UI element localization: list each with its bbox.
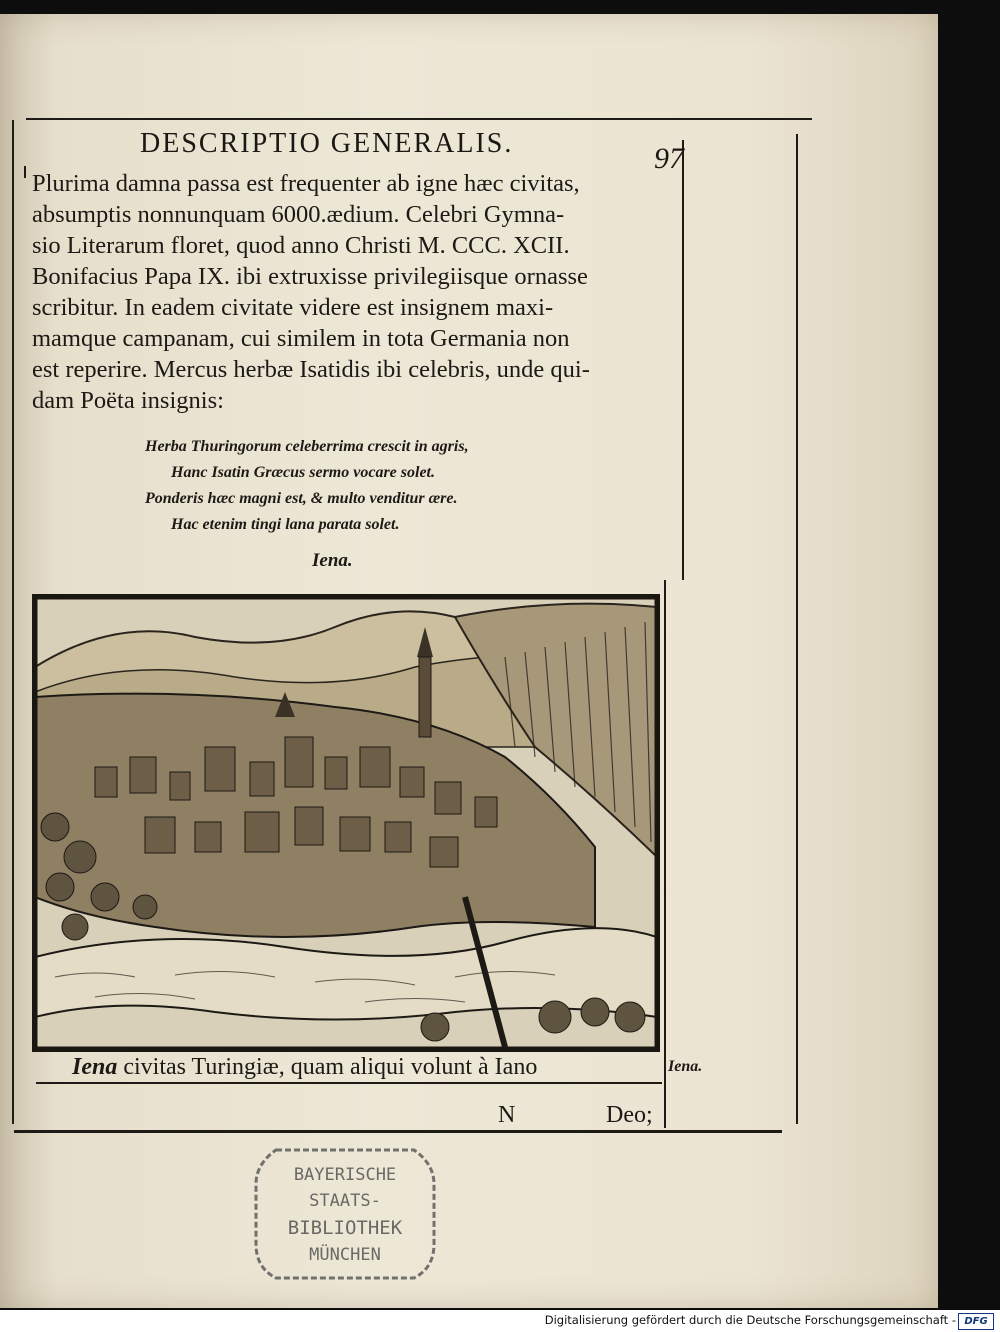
body-line: scribitur. In eadem civitate videre est insignem maxi- — [32, 294, 554, 321]
woodcut-city-view-image — [35, 597, 657, 1049]
verse-line: Hanc Isatin Græcus sermo vocare solet. — [171, 464, 435, 481]
body-line: Plurima damna passa est frequenter ab igne hæc civitas, — [32, 170, 580, 197]
verse-block — [145, 434, 645, 538]
body-line: mamque campanam, cui similem in tota Germania non — [32, 325, 570, 352]
library-stamp — [248, 1144, 442, 1284]
frame-bottom-rule — [14, 1130, 782, 1133]
text-right-rule — [682, 140, 684, 580]
catchword: Deo; — [606, 1102, 653, 1128]
body-line: sio Literarum floret, quod anno Christi M. CCC. XCII. — [32, 232, 570, 259]
frame-header-rule — [24, 166, 26, 178]
body-line: absumptis nonnunquam 6000.ædium. Celebri Gymna- — [32, 201, 565, 228]
frame-top-rule — [26, 118, 812, 120]
frame-mid-rule — [36, 1082, 662, 1084]
signature-mark: N — [498, 1102, 516, 1128]
verse-line: Ponderis hæc magni est, & multo venditur ære. — [145, 490, 458, 507]
stamp-line: STAATS- — [309, 1191, 381, 1211]
funding-note: Digitalisierung gefördert durch die Deutsche Forschungsgemeinschaft - — [544, 1313, 956, 1327]
closing-lead-word: Iena — [72, 1054, 118, 1080]
body-text — [32, 168, 682, 416]
library-stamp-image — [248, 1144, 442, 1284]
page-number: 97 — [654, 142, 684, 175]
woodcut-right-rule — [664, 580, 666, 1128]
body-line: dam Poëta insignis: — [32, 387, 224, 414]
body-line: est reperire. Mercus herbæ Isatidis ibi celebris, unde qui- — [32, 356, 590, 383]
closing-line — [72, 1054, 537, 1081]
running-title: DESCRIPTIO GENERALIS. — [140, 128, 514, 159]
frame-left-rule — [12, 120, 14, 1124]
frame-outer-right-rule — [796, 134, 798, 1124]
margin-note: Iena. — [668, 1058, 703, 1075]
stamp-line: MÜNCHEN — [309, 1245, 381, 1265]
closing-line-text: civitas Turingiæ, quam aliqui volunt à Iano — [117, 1054, 538, 1080]
verse-line: Herba Thuringorum celeberrima crescit in agris, — [145, 438, 469, 455]
stamp-line: BAYERISCHE — [293, 1165, 397, 1185]
woodcut-illustration — [32, 594, 660, 1052]
verse-line: Hac etenim tingi lana parata solet. — [171, 516, 400, 533]
dfg-logo-icon: DFG — [958, 1313, 994, 1330]
body-line: Bonifacius Papa IX. ibi extruxisse privilegiisque ornasse — [32, 263, 588, 290]
stamp-line: BIBLIOTHEK — [287, 1217, 403, 1239]
section-title: Iena. — [312, 550, 353, 571]
